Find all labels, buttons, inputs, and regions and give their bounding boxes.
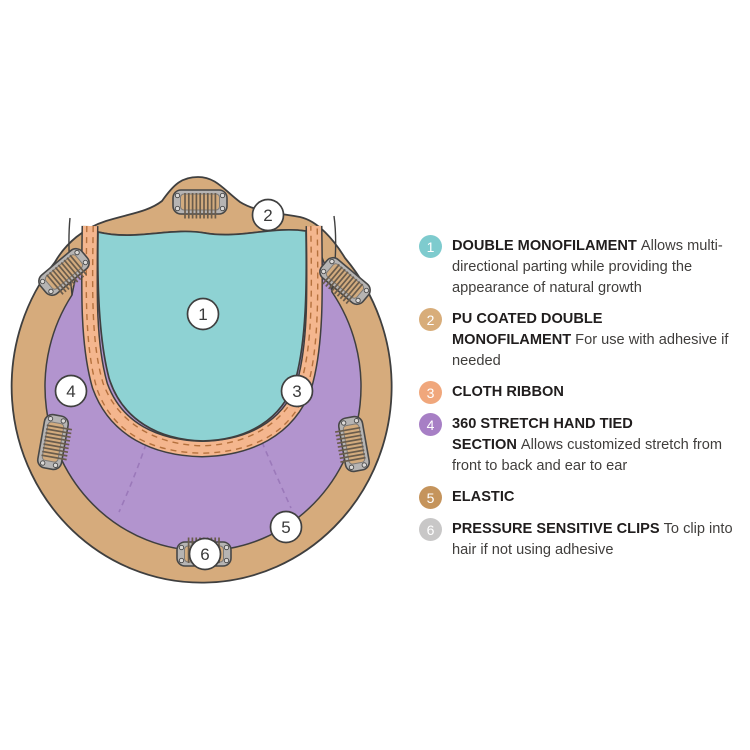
- legend-text-6: PRESSURE SENSITIVE CLIPS To clip into hair if not using adhesive: [452, 521, 733, 558]
- svg-text:4: 4: [66, 382, 76, 401]
- legend-item-cloth-ribbon: [419, 382, 734, 404]
- callout-4: [56, 376, 87, 407]
- callout-1: [188, 299, 219, 330]
- legend-text-5: ELASTIC: [452, 489, 515, 505]
- callout-5: [271, 512, 302, 543]
- svg-text:3: 3: [292, 382, 302, 401]
- callout-6: [190, 539, 221, 570]
- svg-text:1: 1: [198, 305, 208, 324]
- clip-top-icon: [173, 190, 227, 219]
- legend-badge-1: 1: [419, 235, 442, 258]
- legend-item-pressure-clips: [419, 519, 734, 561]
- legend: [419, 236, 734, 571]
- callout-3: [282, 376, 313, 407]
- legend-badge-3: 3: [419, 381, 442, 404]
- legend-badge-4: 4: [419, 413, 442, 436]
- svg-text:2: 2: [263, 206, 273, 225]
- legend-item-pu-coated: [419, 309, 734, 372]
- svg-text:5: 5: [281, 518, 291, 537]
- legend-text-2: PU COATED DOUBLE MONOFILAMENT For use with adhesive if needed: [452, 311, 729, 369]
- svg-text:6: 6: [200, 545, 210, 564]
- legend-item-elastic: [419, 487, 734, 509]
- legend-badge-6: 6: [419, 518, 442, 541]
- legend-item-360-stretch: [419, 414, 734, 477]
- legend-text-3: CLOTH RIBBON: [452, 384, 564, 400]
- legend-item-double-monofilament: [419, 236, 734, 299]
- double-monofilament-area: [98, 230, 307, 441]
- legend-badge-5: 5: [419, 486, 442, 509]
- legend-text-1: DOUBLE MONOFILAMENT Allows multi-directional parting while providing the appearance of natural growth: [452, 238, 723, 296]
- legend-badge-2: 2: [419, 308, 442, 331]
- callout-2: [253, 200, 284, 231]
- legend-text-4: 360 STRETCH HAND TIED SECTION Allows customized stretch from front to back and ear to ear: [452, 416, 723, 474]
